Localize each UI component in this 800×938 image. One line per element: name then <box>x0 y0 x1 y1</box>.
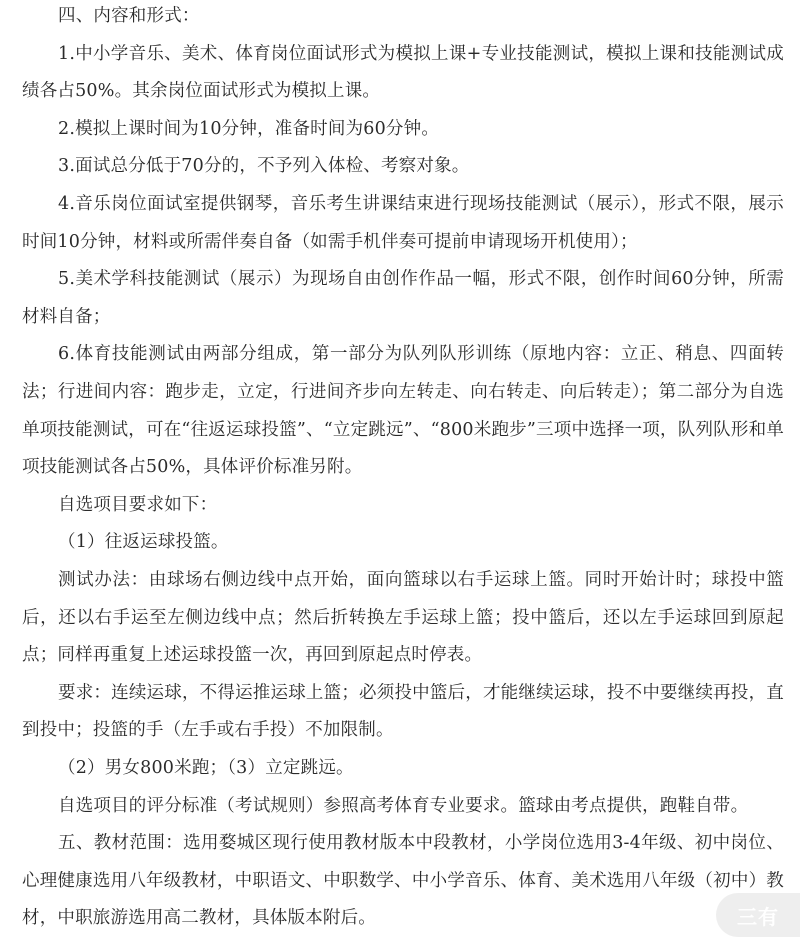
paragraph-item-6: 6.体育技能测试由两部分组成，第一部分为队列队形训练（原地内容：立正、稍息、四面转法；行进间内容：跑步走，立定，行进间齐步向左转走、向右转走、向后转走）；第二部分为自选单项技能测试，可在“往返运球投篮”、“立定跳远”、“800米跑步”三项中选择一项，队列队形和单项技能测试各占50%，具体评价标准另附。 <box>22 344 784 478</box>
paragraph-elective-intro: 自选项目要求如下： <box>58 494 218 515</box>
section-heading-content-form: 四、内容和形式： <box>58 6 200 26</box>
paragraph-elective-1: （1）往返运球投篮。 <box>58 532 229 553</box>
paragraph-requirements: 要求：连续运球，不得运推运球上篮；必须投中篮后，才能继续运球，投不中要继续再投，直到投中；投篮的手（左手或右手投）不加限制。 <box>22 682 784 741</box>
paragraph-item-3: 3.面试总分低于70分的，不予列入体检、考察对象。 <box>58 156 470 177</box>
document-body <box>22 0 784 938</box>
paragraph-item-4: 4.音乐岗位面试室提供钢琴，音乐考生讲课结束进行现场技能测试（展示），形式不限，展示时间10分钟，材料或所需伴奏自备（如需手机伴奏可提前申请现场开机使用）； <box>22 193 784 252</box>
watermark-logo <box>716 893 800 937</box>
watermark-text: 三有 <box>737 904 779 929</box>
paragraph-item-2: 2.模拟上课时间为10分钟，准备时间为60分钟。 <box>58 118 440 139</box>
paragraph-elective-2-3: （2）男女800米跑；（3）立定跳远。 <box>58 757 354 778</box>
section-heading-textbook-scope: 五、教材范围：选用婺城区现行使用教材版本中段教材，小学岗位选用3-4年级、初中岗位、心理健康选用八年级教材，中职语文、中职数学、中小学音乐、体育、美术选用八年级（初中）教材，中职旅游选用高二教材，具体版本附后。 <box>22 833 784 929</box>
paragraph-item-1: 1.中小学音乐、美术、体育岗位面试形式为模拟上课+专业技能测试，模拟上课和技能测试成绩各占50%。其余岗位面试形式为模拟上课。 <box>22 43 784 102</box>
paragraph-item-5: 5.美术学科技能测试（展示）为现场自由创作作品一幅，形式不限，创作时间60分钟，所需材料自备； <box>22 269 784 327</box>
paragraph-scoring-standard: 自选项目的评分标准（考试规则）参照高考体育专业要求。篮球由考点提供，跑鞋自带。 <box>58 795 749 816</box>
paragraph-test-method: 测试办法：由球场右侧边线中点开始，面向篮球以右手运球上篮。同时开始计时；球投中篮后，还以右手运至左侧边线中点；然后折转换左手运球上篮；投中篮后，还以左手运球回到原起点；同样再重复上述运球投篮一次，再回到原起点时停表。 <box>22 569 784 666</box>
